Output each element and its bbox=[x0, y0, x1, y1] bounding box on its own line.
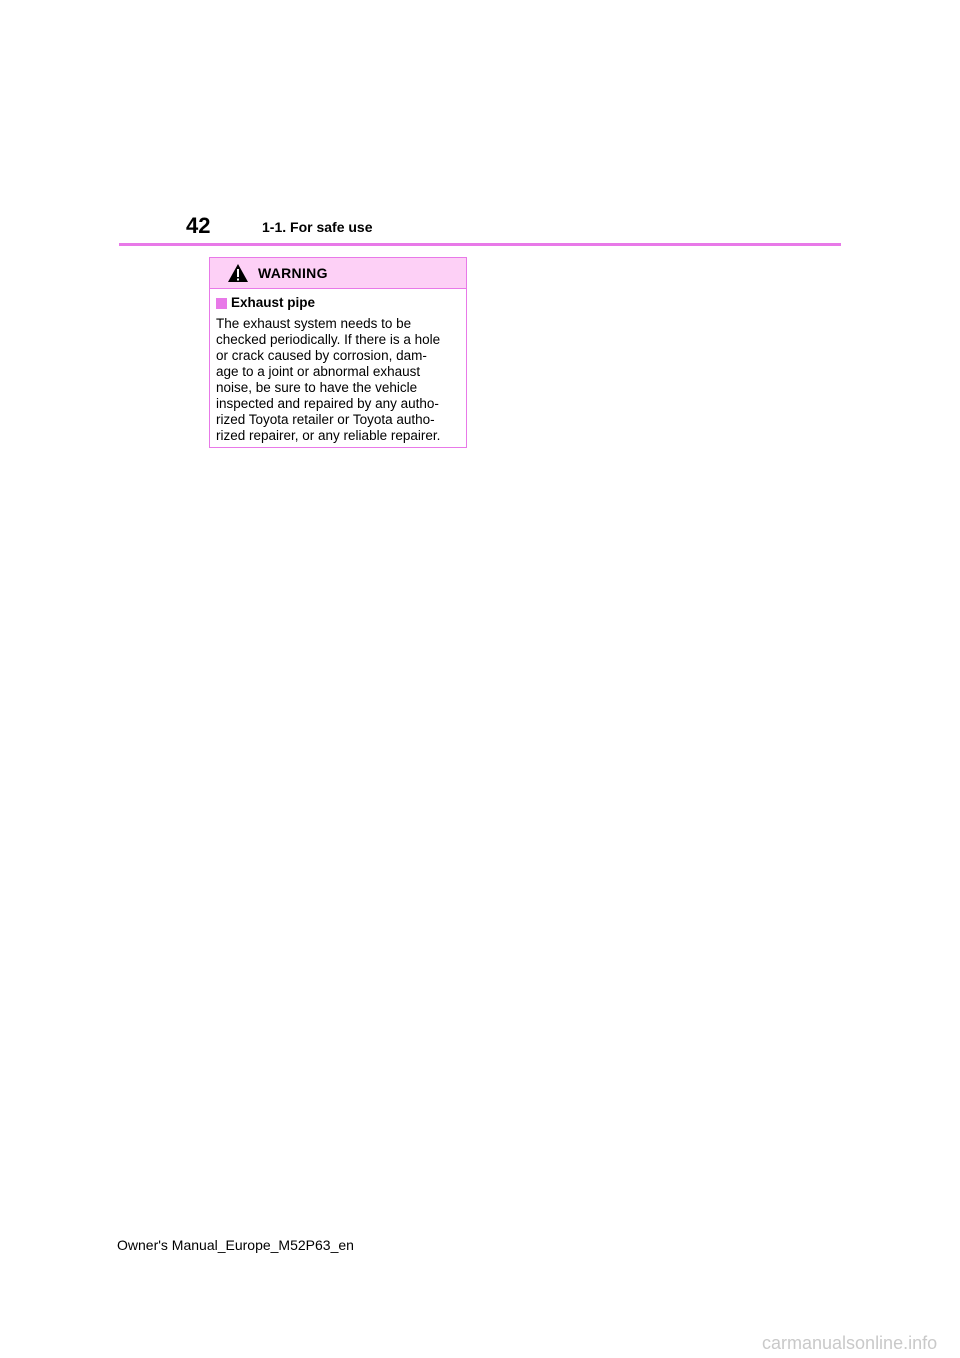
warning-label: WARNING bbox=[258, 265, 328, 281]
page-number: 42 bbox=[186, 213, 211, 238]
warning-text-line: inspected and repaired by any autho- bbox=[216, 396, 439, 411]
warning-text-line: The exhaust system needs to be bbox=[216, 316, 412, 331]
section-title: 1-1. For safe use bbox=[262, 219, 373, 235]
square-bullet-icon bbox=[216, 298, 227, 309]
warning-body bbox=[210, 289, 466, 444]
page-footer: Owner's Manual_Europe_M52P63_en bbox=[117, 1237, 354, 1253]
warning-header bbox=[210, 258, 466, 289]
warning-triangle-icon bbox=[227, 263, 249, 283]
warning-text-line: rized repairer, or any reliable repairer. bbox=[216, 428, 441, 443]
watermark: carmanualsonline.info bbox=[762, 1333, 938, 1353]
warning-text-line: checked periodically. If there is a hole bbox=[216, 332, 441, 347]
warning-box bbox=[209, 257, 467, 448]
warning-text-line: age to a joint or abnormal exhaust bbox=[216, 364, 421, 379]
warning-text-line: rized Toyota retailer or Toyota autho- bbox=[216, 412, 435, 427]
warning-text-line: noise, be sure to have the vehicle bbox=[216, 380, 418, 395]
warning-subheading bbox=[216, 294, 460, 312]
warning-subheading-text: Exhaust pipe bbox=[231, 295, 316, 310]
warning-text bbox=[216, 316, 460, 444]
header-divider bbox=[119, 243, 841, 246]
warning-text-line: or crack caused by corrosion, dam- bbox=[216, 348, 427, 363]
